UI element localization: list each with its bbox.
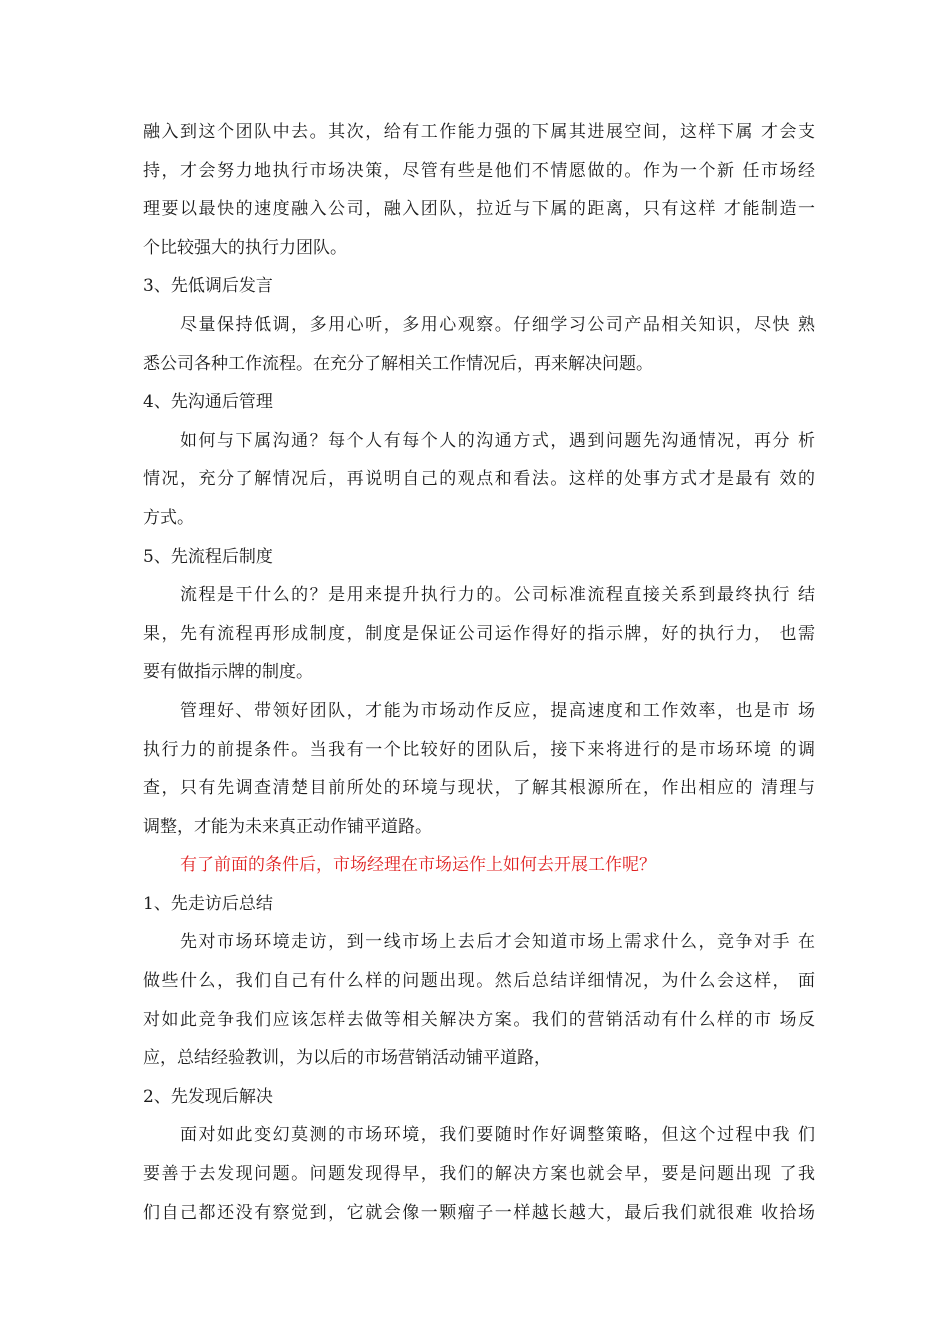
section-heading: 2、先发现后解决 [143,1086,273,1107]
section-heading: 5、先流程后制度 [143,546,273,567]
text-line: 持，才会努力地执行市场决策，尽管有些是他们不情愿做的。作为一个新 任市场经 [143,160,815,181]
text-line: 流程是干什么的？是用来提升执行力的。公司标准流程直接关系到最终执行 结 [180,585,815,606]
text-line: 对如此竞争我们应该怎样去做等相关解决方案。我们的营销活动有什么样的市 场反 [143,1009,815,1030]
text-line: 情况，充分了解情况后，再说明自己的观点和看法。这样的处事方式才是最有 效的 [143,469,815,490]
text-line: 先对市场环境走访，到一线市场上去后才会知道市场上需求什么，竞争对手 在 [180,932,815,953]
text-line: 们自己都还没有察觉到，它就会像一颗瘤子一样越长越大，最后我们就很难 收拾场 [143,1202,815,1223]
text-line: 个比较强大的执行力团队。 [143,237,347,258]
text-line: 查，只有先调查清楚目前所处的环境与现状，了解其根源所在，作出相应的 清理与 [143,778,815,799]
section-heading: 1、先走访后总结 [143,893,273,914]
text-line: 要善于去发现问题。问题发现得早，我们的解决方案也就会早，要是问题出现 了我 [143,1164,815,1185]
text-line: 悉公司各种工作流程。在充分了解相关工作情况后，再来解决问题。 [143,353,653,374]
text-line: 管理好、带领好团队，才能为市场动作反应，提高速度和工作效率，也是市 场 [180,700,815,721]
text-line: 果，先有流程再形成制度，制度是保证公司运作得好的指示牌，好的执行力， 也需 [143,623,815,644]
text-line: 面对如此变幻莫测的市场环境，我们要随时作好调整策略，但这个过程中我 们 [180,1125,815,1146]
text-line: 要有做指示牌的制度。 [143,662,313,683]
text-line: 融入到这个团队中去。其次，给有工作能力强的下属其进展空间，这样下属 才会支 [143,122,815,142]
text-line: 调整，才能为未来真正动作铺平道路。 [143,816,432,837]
text-line: 方式。 [143,507,194,528]
section-heading: 4、先沟通后管理 [143,392,273,413]
text-line: 执行力的前提条件。当我有一个比较好的团队后，接下来将进行的是市场环境 的调 [143,739,815,760]
text-line: 尽量保持低调，多用心听，多用心观察。仔细学习公司产品相关知识，尽快 熟 [180,314,815,335]
text-line: 应，总结经验教训，为以后的市场营销活动铺平道路， [143,1048,551,1069]
text-line: 理要以最快的速度融入公司，融入团队，拉近与下属的距离，只有这样 才能制造一 [143,199,815,220]
document-body [143,113,815,1232]
section-heading: 3、先低调后发言 [143,276,273,297]
highlighted-question: 有了前面的条件后，市场经理在市场运作上如何去开展工作呢？ [180,855,656,876]
text-line: 如何与下属沟通？每个人有每个人的沟通方式，遇到问题先沟通情况，再分 析 [180,430,815,451]
text-line: 做些什么，我们自己有什么样的问题出现。然后总结详细情况，为什么会这样， 面 [143,971,815,992]
